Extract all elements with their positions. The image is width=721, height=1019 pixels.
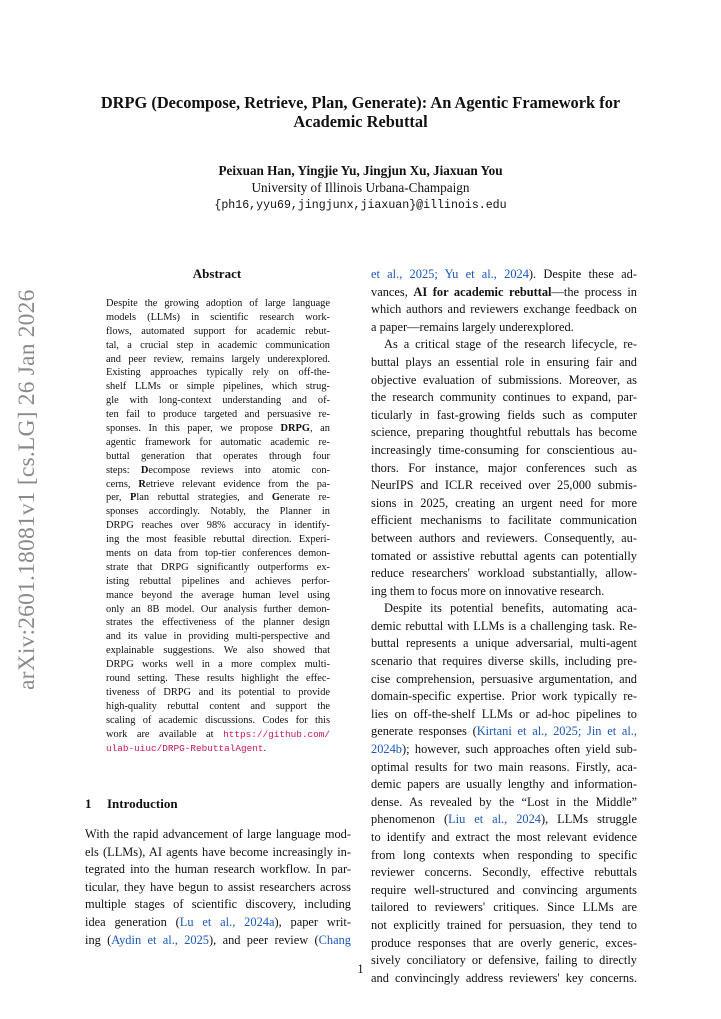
body-line: require well-structured and convincing arguments <box>371 882 637 897</box>
body-text: ing ( <box>85 932 112 947</box>
author-list: Peixuan Han, Yingjie Yu, Jingjun Xu, Jiaxuan You <box>218 163 503 178</box>
body-line <box>371 811 637 829</box>
body-line: els (LLMs), AI agents have become increasingly in- <box>85 844 351 859</box>
body-line: tegrated into the human research workflow. In par- <box>85 862 351 877</box>
abstract-line: explainable suggestions. We also showed that <box>106 645 330 657</box>
abstract-line: DRPG reaches over 98% accuracy in identify- <box>106 520 330 532</box>
abstract-text: work are available at <box>106 728 214 740</box>
abstract-line: ing the most feasible rebuttal direction. Experi- <box>106 534 330 546</box>
body-line: science, preparing thoughtful rebuttals has become <box>371 425 637 440</box>
abstract-line: round setting. These results highlight the effec- <box>106 673 330 685</box>
abstract-line: only an 8B model. Our analysis further demon- <box>106 603 330 615</box>
body-line: With the rapid advancement of large language mod- <box>85 827 351 841</box>
abstract-line: sponses accordingly. Notably, the Planner in <box>106 506 330 518</box>
code-link[interactable]: https://github.com/ <box>223 728 330 740</box>
body-line: As a critical stage of the research lifecycle, re- <box>384 337 637 352</box>
body-line <box>371 741 637 759</box>
abstract-line: mance beyond the average human level using <box>106 589 330 601</box>
abstract-line: buttal generation that operates through four <box>106 450 330 462</box>
body-line: increasingly time-consuming for conscientious au- <box>371 442 637 457</box>
abstract-line-step-d: steps: Decompose reviews into atomic con- <box>106 464 330 476</box>
abstract-line: Existing approaches typically rely on off-the- <box>106 367 330 379</box>
body-line: buttal plays an essential role in ensuring fair and <box>371 354 637 369</box>
citation-link[interactable]: Chang <box>318 932 351 947</box>
affiliation: University of Illinois Urbana-Champaign <box>251 180 470 195</box>
body-line: thors. For instance, major conferences such as <box>371 460 637 475</box>
body-line: not explicitly trained for persuasion, they tend to <box>371 917 637 932</box>
body-line: reviewer concerns. Secondly, effective rebuttals <box>371 865 637 880</box>
body-line: demic papers are usually lengthy and information- <box>371 777 637 792</box>
body-text: ). Despite these ad- <box>528 267 637 281</box>
abstract-line: isting rebuttal pipelines and achieves perfor- <box>106 575 330 587</box>
abstract-line: models (LLMs) in scientific research work- <box>106 311 330 323</box>
body-line: lies on off-the-shelf LLMs or ad-hoc pipelines to <box>371 706 637 721</box>
author-emails: {ph16,yyu69,jingjunx,jiaxuan}@illinois.edu <box>214 199 507 212</box>
body-line: sively conciliatory or defensive, failing to directly <box>371 953 637 968</box>
abstract-line: ten fail to produce targeted and persuasive re- <box>106 409 330 421</box>
citation-link[interactable]: Aydin et al., 2025 <box>111 932 210 947</box>
abstract-heading: Abstract <box>192 266 242 281</box>
abstract-line: Despite the growing adoption of large language <box>106 298 330 309</box>
code-link-cont[interactable]: ulab-uiuc/DRPG-RebuttalAgent <box>106 742 264 754</box>
body-text: ), paper writ- <box>274 914 351 929</box>
section-heading <box>85 796 351 812</box>
body-line: objective evaluation of submissions. Moreover, as <box>371 372 637 387</box>
body-text: idea generation ( <box>85 914 180 929</box>
body-line: optimal results for two main reasons. Firstly, aca- <box>371 759 637 774</box>
citation-link[interactable]: 2024b <box>371 742 402 757</box>
abstract-line: high-quality rebuttal content and support the <box>106 700 330 712</box>
body-line: ing them to focus more on innovative research. <box>371 583 605 598</box>
body-line: the research community continues to expand, par- <box>371 390 637 405</box>
intro-left-column <box>85 826 351 949</box>
abstract-line: scaling of academic discussions. Codes for this <box>106 714 330 726</box>
body-line: cise comprehension, persuasive argumentation, and <box>371 671 637 686</box>
abstract-body <box>106 297 330 755</box>
body-text: generate responses ( <box>371 724 477 739</box>
abstract-line: ulab-uiuc/DRPG-RebuttalAgent. <box>106 742 267 754</box>
body-text: phenomenon ( <box>371 812 449 827</box>
body-line: which authors and reviewers exchange feedback on <box>371 302 637 317</box>
body-text: vances, <box>371 284 408 299</box>
citation-link[interactable]: et al., 2025; Yu et al., 2024 <box>371 267 529 281</box>
citation-link[interactable]: Kirtani et al., 2025; Jin et al., <box>476 724 637 739</box>
body-text: ); however, such approaches often yield sub- <box>401 742 637 757</box>
abstract-line: gle with long-context understanding and of- <box>106 395 330 407</box>
body-line <box>85 932 351 950</box>
body-line: to identify and extract the most relevant evidence <box>371 830 637 844</box>
body-line: ticular, they have begun to assist researchers across <box>85 879 351 894</box>
body-line: efficient mechanisms to facilitate communication <box>371 513 637 528</box>
abstract-line-drpg: sponses. In this paper, we propose DRPG, an <box>106 423 330 435</box>
body-line: scenario that requires diverse skills, including pre- <box>371 654 637 669</box>
body-line: and convincingly address reviewers' key concerns. <box>371 970 637 985</box>
body-line <box>371 284 637 302</box>
abstract-line: tiveness of DRPG and its potential to provide <box>106 686 330 698</box>
abstract-line: tal, a crucial step in academic communication <box>106 339 330 351</box>
body-line: multiple stages of scientific discovery, including <box>85 897 351 912</box>
body-line <box>85 914 351 932</box>
body-line: ticularly in fast-growing fields such as computer <box>371 407 637 422</box>
body-line: tailored to reviewers' critiques. Since LLMs are <box>371 900 637 915</box>
title-line-1: DRPG (Decompose, Retrieve, Plan, Generate): An Agentic Framework for <box>100 93 621 112</box>
body-line: reduce researchers' workload substantially, allow- <box>371 566 637 581</box>
body-line: between authors and reviewers. Consequently, au- <box>371 530 637 545</box>
body-line: NeurIPS and ICLR received over 25,000 submis- <box>371 478 637 493</box>
page-number: 1 <box>357 962 364 976</box>
citation-link[interactable]: Lu et al., 2024a <box>179 914 275 929</box>
body-line <box>371 266 637 284</box>
abstract-line: flows, automated support for academic rebut- <box>106 325 330 337</box>
abstract-line: ments on data from top-tier conferences demon- <box>106 548 330 560</box>
abstract-line: DRPG works well in a more complex multi- <box>106 659 330 671</box>
body-line: buttal represents a unique adversarial, multi-agent <box>371 636 637 651</box>
body-line: produce responses that are overly generic, exces- <box>371 935 637 950</box>
abstract-line <box>106 728 330 742</box>
body-text: —the process in <box>551 284 638 299</box>
body-line <box>371 723 637 741</box>
section-number: 1 <box>85 796 92 811</box>
body-line: a paper—remains largely underexplored. <box>371 319 574 334</box>
abstract-line-step-r: cerns, Retrieve relevant evidence from the pa- <box>106 478 331 490</box>
intro-right-column <box>371 266 637 987</box>
abstract-line: agentic framework for automatic academic re- <box>106 436 330 448</box>
abstract-line: shelf LLMs or simple pipelines, which strug- <box>106 381 330 393</box>
abstract-line: strates the effectiveness of the planner design <box>106 617 330 629</box>
body-line: from long contexts when responding to specific <box>371 847 637 862</box>
body-text: ), LLMs struggle <box>540 812 637 827</box>
abstract-line-step-p: per, Plan rebuttal strategies, and Generate re- <box>106 492 330 504</box>
abstract-line: and its value in providing multi-perspective and <box>106 631 330 643</box>
body-text: ), and peer review ( <box>209 932 319 947</box>
body-line: dense. As revealed by the “Lost in the Middle” <box>371 794 637 809</box>
body-line: tomated or assistive rebuttal agents can potentially <box>371 548 637 563</box>
body-line: domain-specific expertise. Prior work typically re- <box>371 689 637 704</box>
abstract-line: strate that DRPG significantly outperforms ex- <box>106 561 330 573</box>
section-title: Introduction <box>107 796 178 811</box>
citation-link[interactable]: Liu et al., 2024 <box>448 812 541 827</box>
body-line: demic rebuttal with LLMs is a challenging task. Re- <box>371 618 637 633</box>
paper-title <box>70 93 651 131</box>
body-line: sions in 2025, creating an urgent need for more <box>371 495 637 510</box>
bold-phrase: AI for academic rebuttal <box>413 284 552 299</box>
arxiv-side-stamp: arXiv:2601.18081v1 [cs.LG] 26 Jan 2026 <box>14 289 40 690</box>
body-line: Despite its potential benefits, automating aca- <box>384 601 637 616</box>
abstract-line: and peer review, remains largely underexplored. <box>106 353 330 365</box>
title-line-2: Academic Rebuttal <box>293 112 428 131</box>
